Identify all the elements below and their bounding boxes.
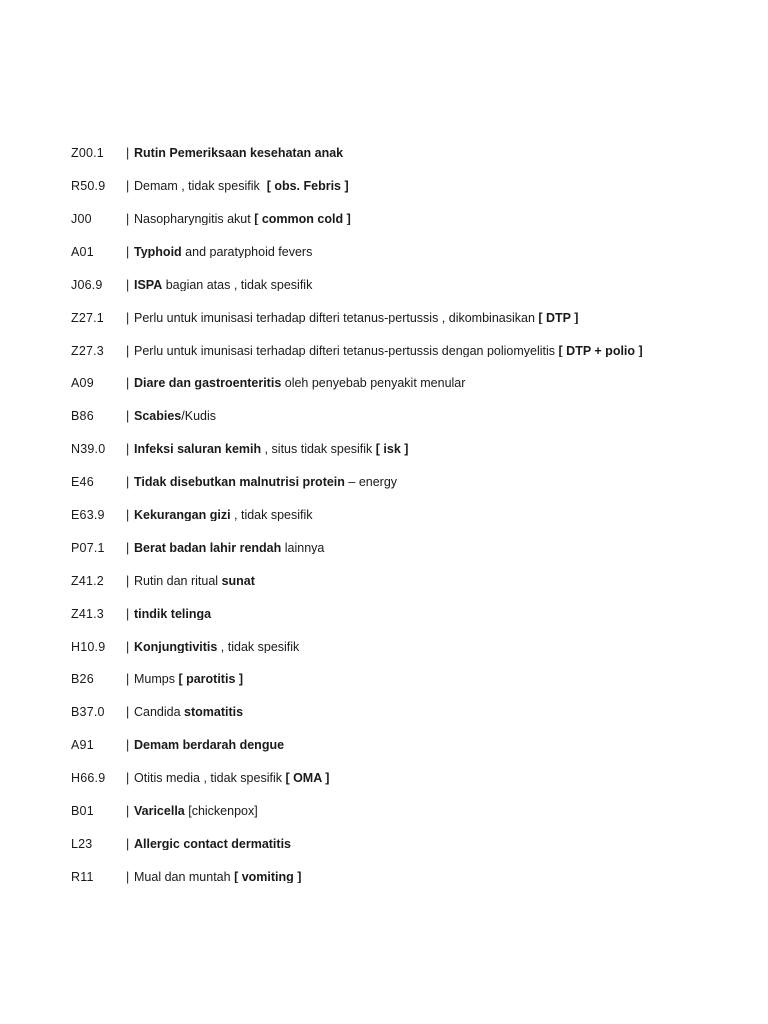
description-segment: Diare dan gastroenteritis xyxy=(134,377,282,390)
icd-code: Z00.1 xyxy=(71,146,104,161)
list-item xyxy=(71,137,751,170)
list-item xyxy=(71,466,751,499)
separator: | xyxy=(126,442,130,457)
description-segment: Otitis media , tidak spesifik xyxy=(134,772,286,785)
icd-code: P07.1 xyxy=(71,540,105,555)
separator: | xyxy=(126,179,130,194)
separator: | xyxy=(126,836,130,851)
list-item xyxy=(71,696,751,729)
icd-code: B26 xyxy=(71,672,94,687)
description-segment: tindik telinga xyxy=(134,607,212,621)
description-segment: [chickenpox] xyxy=(184,805,258,818)
description-segment: Konjungtivitis xyxy=(134,640,218,654)
diagnosis-description xyxy=(134,706,751,719)
diagnosis-description xyxy=(134,542,751,555)
icd-code: Z27.1 xyxy=(71,310,104,325)
description-segment: Demam berdarah dengue xyxy=(134,739,285,752)
diagnosis-description xyxy=(134,312,751,325)
separator: | xyxy=(126,540,130,555)
icd-code: J00 xyxy=(71,211,92,226)
diagnosis-description xyxy=(134,246,751,259)
list-item xyxy=(71,433,751,466)
description-segment: Tidak disebutkan malnutrisi protein xyxy=(134,476,345,489)
list-item xyxy=(71,630,751,663)
description-segment: , situs tidak spesifik xyxy=(261,443,376,456)
list-item xyxy=(71,597,751,630)
separator: | xyxy=(126,606,130,621)
description-segment: [ DTP + polio ] xyxy=(558,344,643,358)
description-segment: Varicella xyxy=(134,805,185,818)
icd-code: H66.9 xyxy=(71,771,106,786)
list-item xyxy=(71,334,751,367)
separator: | xyxy=(126,804,130,818)
description-segment: [ common cold ] xyxy=(254,212,351,226)
description-segment: Rutin Pemeriksaan kesehatan anak xyxy=(134,147,344,160)
description-segment: [ vomiting ] xyxy=(234,870,302,884)
diagnosis-description xyxy=(134,443,751,456)
separator: | xyxy=(126,310,130,325)
description-segment: Infeksi saluran kemih xyxy=(134,443,262,456)
description-segment: [ parotitis ] xyxy=(178,673,244,686)
separator: | xyxy=(126,211,130,226)
separator: | xyxy=(126,705,130,720)
description-segment: Allergic contact dermatitis xyxy=(134,837,291,851)
separator: | xyxy=(126,343,130,358)
diagnosis-description xyxy=(134,377,751,390)
diagnosis-description xyxy=(134,213,751,226)
diagnosis-description xyxy=(134,838,751,851)
diagnosis-description xyxy=(134,345,751,358)
separator: | xyxy=(126,573,130,588)
list-item xyxy=(71,532,751,565)
separator: | xyxy=(126,146,130,161)
list-item xyxy=(71,828,751,861)
diagnosis-description xyxy=(134,871,751,884)
diagnosis-description xyxy=(134,279,751,292)
icd-code: Z27.3 xyxy=(71,343,104,358)
icd-code-list xyxy=(71,137,751,893)
description-segment: Nasopharyngitis akut xyxy=(134,212,255,226)
description-segment: Rutin dan ritual xyxy=(134,574,222,588)
description-segment: and paratyphoid fevers xyxy=(181,245,313,259)
separator: | xyxy=(126,277,130,292)
description-segment: Berat badan lahir rendah xyxy=(134,541,282,555)
diagnosis-description xyxy=(134,147,751,160)
description-segment: [ isk ] xyxy=(375,443,409,456)
icd-code: R11 xyxy=(71,869,94,884)
icd-code: A91 xyxy=(71,738,94,753)
diagnosis-description xyxy=(134,410,751,423)
separator: | xyxy=(126,771,130,786)
list-item xyxy=(71,729,751,762)
description-segment: – energy xyxy=(344,476,398,489)
description-segment: [ obs. Febris ] xyxy=(266,180,349,193)
description-segment: Mumps xyxy=(134,673,179,686)
separator: | xyxy=(126,244,130,259)
diagnosis-description xyxy=(134,575,751,588)
diagnosis-description xyxy=(134,641,751,654)
description-segment: Kekurangan gizi xyxy=(134,508,231,522)
description-segment: stomatitis xyxy=(184,706,244,719)
separator: | xyxy=(126,475,130,490)
description-segment: oleh penyebab penyakit menular xyxy=(281,377,466,390)
separator: | xyxy=(126,409,130,424)
icd-code: B37.0 xyxy=(71,705,105,720)
icd-code: A01 xyxy=(71,244,94,259)
list-item xyxy=(71,269,751,302)
diagnosis-description xyxy=(134,476,751,489)
diagnosis-description xyxy=(134,608,751,621)
icd-code: B01 xyxy=(71,804,94,818)
list-item xyxy=(71,367,751,400)
separator: | xyxy=(126,869,130,884)
icd-code: Z41.3 xyxy=(71,606,104,621)
list-item xyxy=(71,499,751,532)
description-segment: Mual dan muntah xyxy=(134,870,235,884)
icd-code: R50.9 xyxy=(71,179,106,194)
separator: | xyxy=(126,738,130,753)
description-segment: lainnya xyxy=(281,541,325,555)
separator: | xyxy=(126,672,130,687)
icd-code: L23 xyxy=(71,836,93,851)
separator: | xyxy=(126,376,130,391)
separator: | xyxy=(126,639,130,654)
separator: | xyxy=(126,507,130,522)
description-segment: [ OMA ] xyxy=(285,772,330,785)
list-item xyxy=(71,301,751,334)
icd-code: N39.0 xyxy=(71,442,106,457)
diagnosis-description xyxy=(134,673,751,686)
description-segment: Perlu untuk imunisasi terhadap difteri tetanus-pertussis dengan poliomyelitis xyxy=(134,344,559,358)
diagnosis-description xyxy=(134,805,751,818)
icd-code: H10.9 xyxy=(71,639,106,654)
list-item xyxy=(71,236,751,269)
list-item xyxy=(71,663,751,696)
list-item xyxy=(71,170,751,203)
description-segment: Typhoid xyxy=(134,245,182,259)
icd-code: E46 xyxy=(71,475,94,490)
description-segment: /Kudis xyxy=(181,410,217,423)
list-item xyxy=(71,400,751,433)
diagnosis-description xyxy=(134,772,751,785)
list-item xyxy=(71,203,751,236)
diagnosis-description xyxy=(134,739,751,752)
description-segment: Demam , tidak spesifik xyxy=(134,180,267,193)
list-item xyxy=(71,795,751,828)
diagnosis-description xyxy=(134,509,751,522)
description-segment: sunat xyxy=(221,574,255,588)
diagnosis-description xyxy=(134,180,751,193)
description-segment: , tidak spesifik xyxy=(217,640,300,654)
icd-code: A09 xyxy=(71,376,94,391)
description-segment: ISPA xyxy=(134,278,163,292)
icd-code: B86 xyxy=(71,409,94,424)
list-item xyxy=(71,565,751,598)
list-item xyxy=(71,762,751,795)
icd-code: J06.9 xyxy=(71,277,103,292)
description-segment: bagian atas , tidak spesifik xyxy=(162,278,313,292)
description-segment: Scabies xyxy=(134,410,182,423)
description-segment: [ DTP ] xyxy=(538,311,579,325)
icd-code: Z41.2 xyxy=(71,573,104,588)
description-segment: Perlu untuk imunisasi terhadap difteri tetanus-pertussis , dikombinasikan xyxy=(134,311,539,325)
description-segment: , tidak spesifik xyxy=(230,508,313,522)
icd-code: E63.9 xyxy=(71,507,105,522)
list-item xyxy=(71,861,751,894)
description-segment: Candida xyxy=(134,706,185,719)
